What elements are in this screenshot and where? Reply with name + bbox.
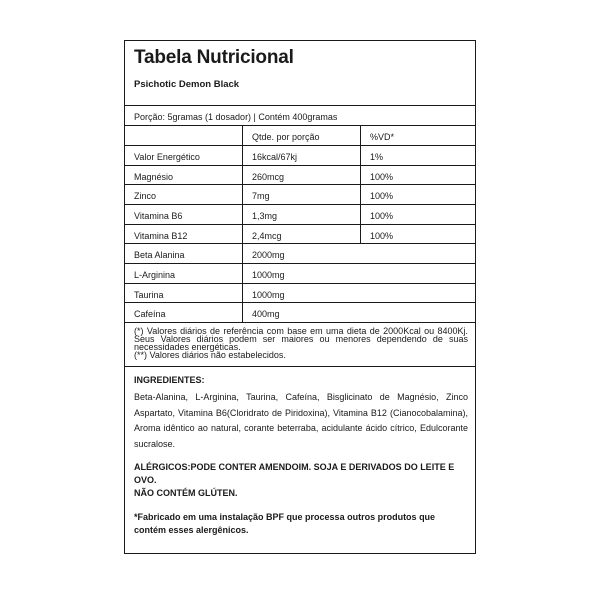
divider [125,224,475,225]
row-qty: 2000mg [252,250,285,260]
row-qty: 16kcal/67kj [252,152,298,162]
gluten-notice: NÃO CONTÉM GLÚTEN. [134,488,238,498]
factory-note: *Fabricado em uma instalação BPF que processa outros produtos que contém esses alergênicos. [134,512,436,535]
row-qty: 1000mg [252,270,285,280]
footnote-not-established: (**) Valores diários não estabelecidos. [134,350,286,360]
divider [125,145,475,146]
row-name: Beta Alanina [134,250,185,260]
header-vd: %VD* [370,132,395,142]
divider [125,165,475,166]
divider [125,283,475,284]
portion-text: Porção: 5gramas (1 dosador) | Contém 400gramas [134,112,338,122]
product-name: Psichotic Demon Black [134,79,240,90]
row-name: Valor Energético [134,152,200,162]
footnote-vd: (*) Valores diários de referência com base em uma dieta de 2000Kcal ou 8400Kj. Seus Valores diários podem ser maiores ou menores dependendo de suas necessidades energéticas. [134,326,468,352]
divider [125,243,475,244]
row-qty: 400mg [252,309,280,319]
header-qty: Qtde. por porção [252,132,320,142]
divider [125,105,475,106]
row-name: Magnésio [134,172,174,182]
divider [125,366,475,367]
row-name: Zinco [134,191,157,201]
row-vd: 100% [370,211,394,221]
row-qty: 7mg [252,191,270,201]
allergens-warning: ALÉRGICOS:PODE CONTER AMENDOIM. SOJA E DERIVADOS DO LEITE E OVO. [134,462,455,485]
row-vd: 1% [370,152,384,162]
divider [125,263,475,264]
ingredients-text: Beta-Alanina, L-Arginina, Taurina, Cafeína, Bisglicinato de Magnésio, Zinco Aspartato, Vitamina B6(Cloridrato de Piridoxina), Vitamina B12 (Cianocobalamina), Aroma idêntico ao natural, corante beterraba, acidulante ácido cítrico, Edulcorante sucralose. [134,392,468,449]
row-name: L-Arginina [134,270,176,280]
divider [125,302,475,303]
row-qty: 260mcg [252,172,285,182]
divider [125,184,475,185]
row-name: Vitamina B6 [134,211,183,221]
row-qty: 1,3mg [252,211,278,221]
divider [125,322,475,323]
row-name: Vitamina B12 [134,231,188,241]
ingredients-title: INGREDIENTES: [134,375,205,385]
row-qty: 1000mg [252,290,285,300]
row-vd: 100% [370,172,394,182]
row-qty: 2,4mcg [252,231,282,241]
page-title: Tabela Nutricional [134,47,294,68]
nutrition-table-panel [124,40,476,554]
row-vd: 100% [370,231,394,241]
divider [125,125,475,126]
row-name: Cafeína [134,309,166,319]
row-name: Taurina [134,290,164,300]
divider [125,204,475,205]
row-vd: 100% [370,191,394,201]
